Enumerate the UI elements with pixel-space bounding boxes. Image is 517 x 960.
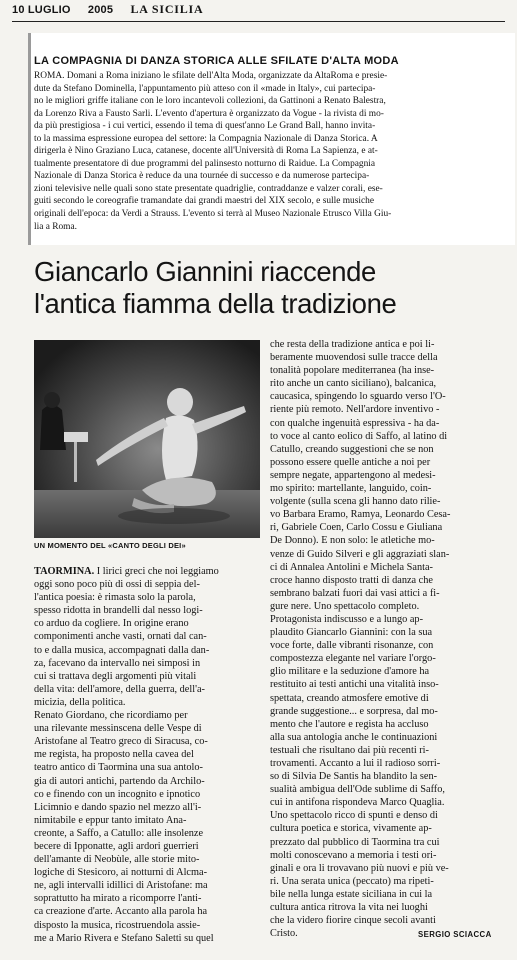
article-left-line: Aristofane al Teatro greco di Siracusa, co- [34, 736, 208, 748]
article-right-line: ri, Gabriele Coen, Carlo Cossu e Giuliana [270, 522, 443, 534]
article-left-first-text: I lirici greci che noi leggiamo [94, 566, 219, 577]
article-right-line: sembrano balzati fuori dai vasi attici a fi- [270, 587, 440, 599]
article-right-line: grande suggestione... e sorpresa, dal mo- [270, 705, 438, 717]
sidebar-text-line: da Lorenzo Riva a Fausto Sarli. L'evento d'apertura è organizzato da Vogue - la rivista di mo- [34, 108, 384, 119]
article-left-line: gia di autori antichi, partendo da Archilo- [34, 775, 205, 787]
article-right-line: compostezza elegante nel variare l'orgo- [270, 653, 436, 665]
article-left-line: componimenti anche vasti, ornati dal can- [34, 631, 207, 643]
headline-line-2: l'antica fiamma della tradizione [34, 288, 397, 319]
article-right-line: ri. Una serata unica (peccato) ma ripeti- [270, 875, 434, 887]
sidebar-text-line: dirigerla è Nino Graziano Luca, catanese, docente all'Università di Roma La Sapienza, e at- [34, 146, 378, 157]
article-left-line: micizia, della politica. [34, 696, 126, 708]
article-right-line: tonalità popolare mediterranea (ha inse- [270, 365, 435, 377]
article-right-line: rito anche un canto siciliano), balcanica, [270, 378, 437, 390]
article-left-line: cui si trattava degli argomenti più vitali [34, 670, 197, 682]
sidebar-text-line: dute da Stefano Dominella, l'appuntamento più atteso con il «made in Italy», cui partecipa- [34, 83, 376, 94]
article-right-line: possono essere quelle antiche a noi per [270, 456, 431, 468]
masthead-date: 10 LUGLIO [12, 4, 71, 16]
article-right-line: vo Barbara Eramo, Ramya, Leonardo Cesa- [270, 509, 451, 521]
article-right-line: spettata, creando atmosfere emotive di [270, 692, 429, 704]
article-right-line: molti conoscevano a memoria i testi ori- [270, 849, 437, 861]
article-right-line: alla sua antologia anche le continuazioni [270, 731, 438, 743]
article-left-line: soprattutto ha mirato a ricomporre l'anti- [34, 893, 202, 905]
sidebar-text-line: da più prestigiosa - i cui vertici, essendo il tema di quest'anno Le Grand Ball, hanno invita- [34, 121, 376, 132]
article-right-line: ginali e ora li trovavano più nuovi e più ve- [270, 862, 449, 874]
article-left-line: nimitabile e eppur tanto imitato Ana- [34, 814, 187, 826]
article-left-line: becere di Ipponatte, agli ardori guerrieri [34, 840, 199, 852]
article-left-line: Licimnio e dando spazio nel mezzo all'i- [34, 801, 202, 813]
article-right-line: gure nere. Uno spettacolo completo. [270, 600, 420, 612]
article-left-line: me a Mario Rivera e Stefano Saletti su quel [34, 932, 214, 944]
article-right-line: venze di Guido Silveri e gli aggraziati slan- [270, 548, 450, 560]
article-left-line [34, 565, 262, 578]
article-right-line: bile nella lunga estate siciliana in cui la [270, 888, 433, 900]
article-right-line: Catullo, creando suggestioni che se non [270, 443, 434, 455]
article-right-line: sempre negate, appartengono al medesi- [270, 469, 436, 481]
article-right-line: riente più remoto. Nell'ardore inventivo - [270, 404, 440, 416]
article-right-line: mo spirito: martellante, languido, coin- [270, 483, 432, 495]
masthead [12, 2, 262, 18]
article-left-line: logiche di Stesicoro, ai notturni di Alcma- [34, 867, 208, 879]
masthead-year: 2005 [87, 4, 114, 16]
headline [34, 256, 510, 320]
article-column-left [34, 565, 262, 945]
article-right-line: plaudito Giancarlo Giannini: con la sua [270, 627, 433, 639]
article-left-line: co e finendo con un incognito e ipnotico [34, 788, 201, 800]
sidebar-heading: LA COMPAGNIA DI DANZA STORICA ALLE SFILATE D'ALTA MODA [34, 55, 399, 67]
article-right-line: De Donno). E non solo: le atletiche mo- [270, 535, 435, 547]
sidebar-text-line: lia a Roma. [34, 221, 77, 232]
sidebar-text-line: to la massima espressione europea del settore: la Compagnia Nazionale di Danza Storica. A [34, 133, 378, 144]
article-right-line: croce hanno disposto tratti di danza che [270, 574, 433, 586]
article-left-line: Renato Giordano, che ricordiamo per [34, 710, 188, 722]
dateline: TAORMINA. [34, 566, 95, 577]
masthead-rule [12, 21, 505, 22]
sidebar-text-line: originali dell'epoca: da Verdi a Strauss. L'evento si terrà al Museo Nazionale Etrusco Villa Giu- [34, 209, 392, 220]
article-right-line: mento che l'autore e regista ha accluso [270, 718, 429, 730]
article-right-line: glio militare e la seduzione d'amore ha [270, 666, 430, 678]
article-left-line: teatro antico di Taormina una sua antolo- [34, 762, 203, 774]
article-right-line: testuali che risultano dai più recenti ri- [270, 744, 429, 756]
performer-photo-illustration [34, 340, 260, 538]
article-left-line: ne, agli intervalli idillici di Aristofane: ma [34, 880, 208, 892]
sidebar-text-line: Nazionale di Danza Storica è reduce da una tournée di successo e da numerose partecipa- [34, 171, 370, 182]
article-right-line: voce forte, dalle vibranti risonanze, con [270, 640, 434, 652]
article-left-line: disposto la musica, ricostruendola assie- [34, 919, 201, 931]
sidebar-text-line: guiti secondo le coreografie tramandate dai grandi maestri del XIX secolo, e sulle musiche [34, 196, 374, 207]
sidebar-text-line: no le migliori griffe italiane con le loro incantevoli collezioni, da Gattinoni a Renato Balestra, [34, 96, 386, 107]
article-right-line: cui in antifona rispondeva Marco Quaglia. [270, 797, 445, 809]
article-right-line: volgente (sulla scena gli hanno dato rilie- [270, 496, 441, 508]
article-left-line: ca creazione d'arte. Accanto alla parola ha [34, 906, 208, 918]
sidebar-text-line: ROMA. Domani a Roma iniziano le sfilate dell'Alta Moda, organizzate da AltaRoma e presie- [34, 71, 388, 81]
byline: SERGIO SCIACCA [418, 930, 492, 939]
sidebar-text-line: zioni televisive nelle quali sono state presentate quadriglie, contraddanze e valzer corali, ese- [34, 183, 383, 194]
article-right-line: so di Silvia De Santis ha blandito la sen- [270, 771, 438, 783]
article-left-line: to e dalla musica, accompagnati dalla dan- [34, 644, 210, 656]
article-photo [34, 340, 260, 538]
photo-caption: UN MOMENTO DEL «CANTO DEGLI DEI» [34, 541, 186, 550]
article-left-line: za, facevano da intervallo nei simposi in [34, 657, 201, 669]
masthead-paper-name: LA SICILIA [130, 2, 204, 16]
article-right-line: con qualche ingenuità espressiva - ha da- [270, 417, 440, 429]
article-left-line: una rilevante messinscena delle Vespe di [34, 723, 202, 735]
article-left-line: co arduo da cogliere. In origine erano [34, 618, 189, 630]
article-right-line: sualità ambigua dell'Ode sublime di Saffo, [270, 784, 445, 796]
article-left-line: dell'amante di Neobùle, alle storie mito- [34, 854, 200, 866]
article-left-line: creonte, a Saffo, a Catullo: alle insolenze [34, 827, 204, 839]
article-left-line: spesso ridotta in brandelli dal nesso logi- [34, 605, 203, 617]
article-right-line: Cristo. [270, 928, 298, 940]
article-right-line: che la videro fiorire cinque secoli avanti [270, 915, 436, 927]
article-right-line: caucasica, spingendo lo sguardo verso l'O- [270, 391, 446, 403]
article-column-right [270, 338, 510, 940]
article-left-line: della vita: dell'amore, della guerra, dell'a- [34, 683, 205, 695]
article-left-line: l'antica poesia: è rimasta solo la parola, [34, 592, 196, 604]
article-right-line: ci di Annalea Antolini e Michela Santa- [270, 561, 433, 573]
article-right-line: prezzato dal pubblico di Taormina tra cui [270, 836, 440, 848]
article-right-line: Protagonista indiscusso e a lungo ap- [270, 613, 424, 625]
article-right-line: Uno spettacolo ricco di spunti e denso di [270, 810, 438, 822]
sidebar-body [34, 70, 508, 233]
article-right-line: restituito ai testi antichi una vitalità inso- [270, 679, 439, 691]
article-left-line: oggi sono poco più di ossi di seppia del- [34, 579, 200, 591]
article-right-line: beramente muovendosi sulle tracce della [270, 352, 438, 364]
headline-line-1: Giancarlo Giannini riaccende [34, 256, 376, 287]
article-right-line: to voce al canto eolico di Saffo, al latino di [270, 430, 448, 442]
article-left-line: me regista, ha proposto nella cavea del [34, 749, 194, 761]
article-right-line: cultura poetica e storica, vivamente ap- [270, 823, 432, 835]
article-right-line: trovamenti. Accanto a lui il radioso sorri- [270, 758, 441, 769]
article-right-line: cultura antica ritrova la vita nei luoghi [270, 902, 428, 914]
sidebar-text-line: tualmente presentatore di due programmi del palinsesto notturno di Raidue. La Compagnia [34, 158, 376, 169]
article-right-line: che resta della tradizione antica e poi li- [270, 339, 435, 350]
